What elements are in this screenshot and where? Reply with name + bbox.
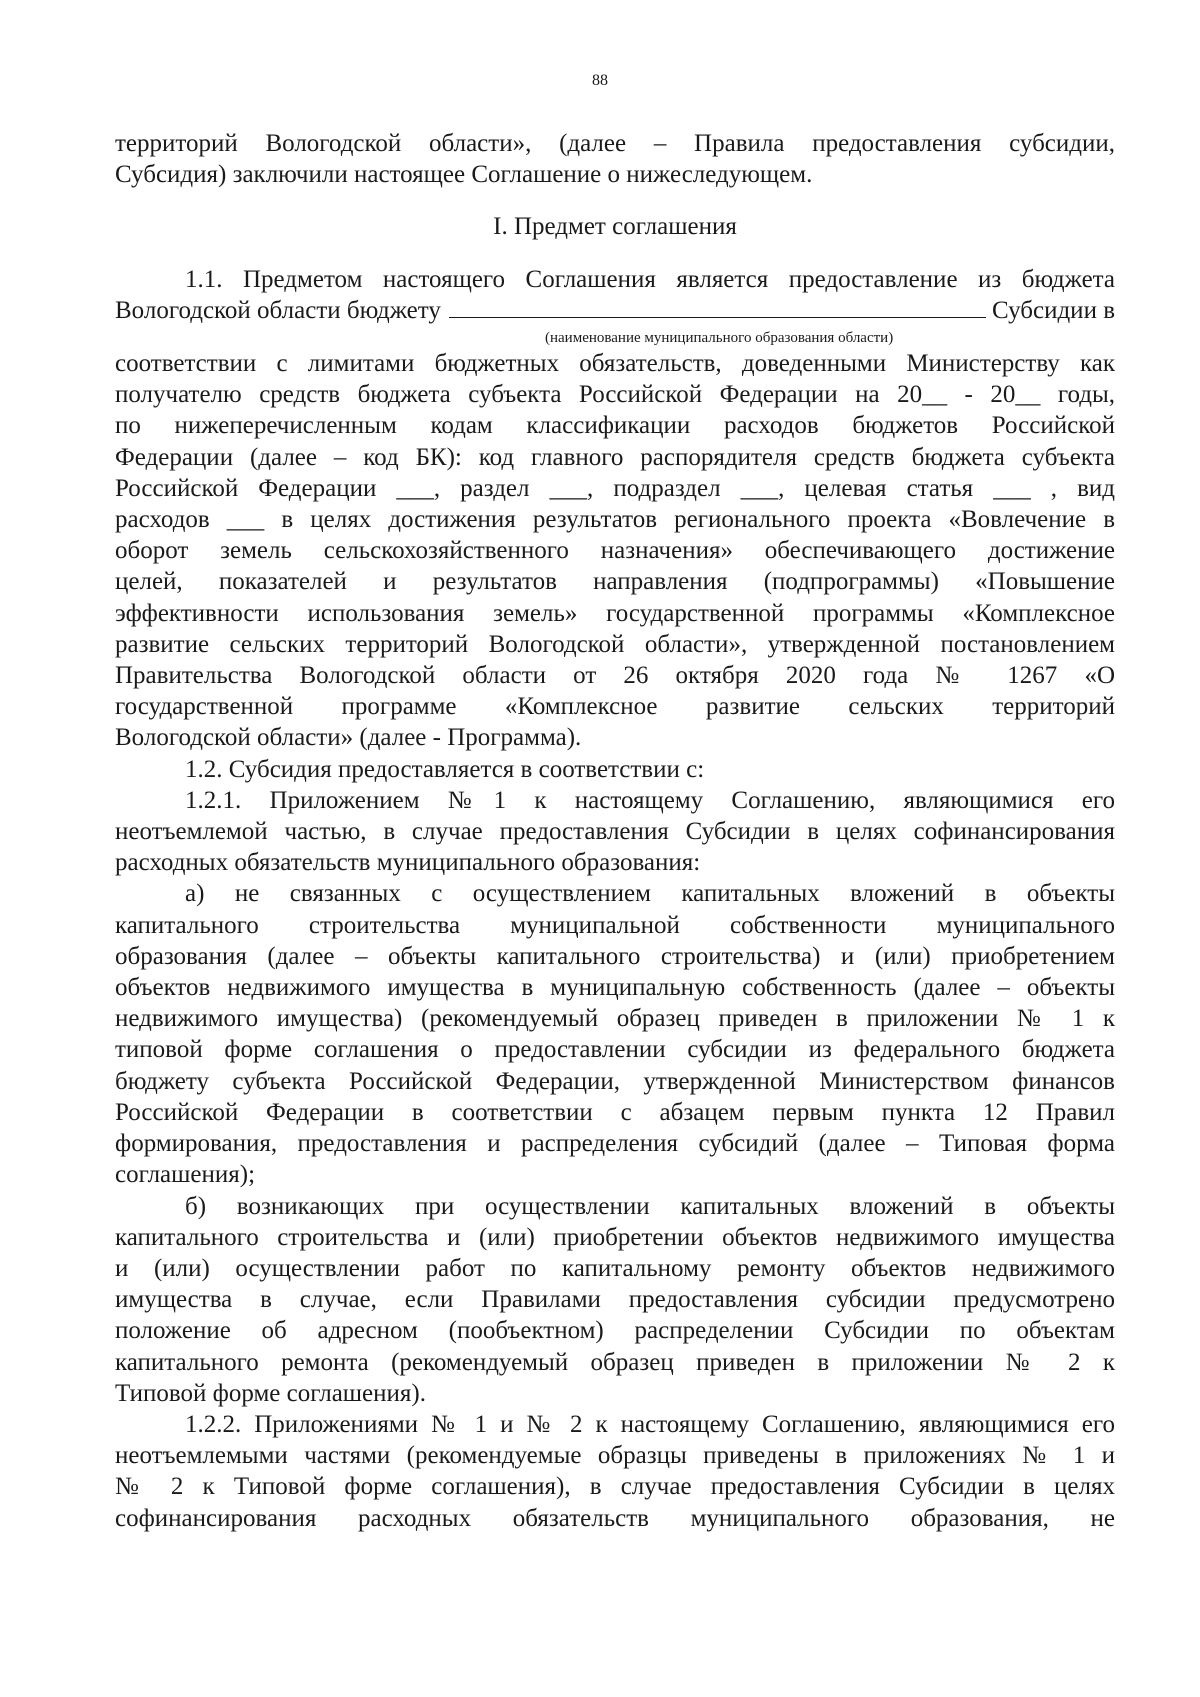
clause-1-1-line: расходов ___ в целях достижения результатов регионального проекта «Вовлечение в [115, 506, 1115, 534]
item-a-line: Российской Федерации в соответствии с абзацем первым пункта 12 Правил [115, 1098, 1115, 1126]
item-b-line: положение об адресном (пообъектном) распределении Субсидии по объектам [115, 1317, 1115, 1345]
page-number: 88 [592, 72, 608, 89]
intro-line: Субсидия) заключили настоящее Соглашение о нижеследующем. [115, 161, 813, 189]
blank-caption: (наименование муниципального образования области) [545, 330, 894, 347]
municipality-blank-row [115, 295, 1115, 326]
intro-line: территорий Вологодской области», (далее – Правила предоставления субсидии, [115, 130, 1115, 157]
clause-1-1-line: оборот земель сельскохозяйственного назначения» обеспечивающего достижение [115, 537, 1115, 565]
section-title: I. Предмет соглашения [493, 213, 737, 241]
item-a-line: недвижимого имущества) (рекомендуемый образец приведен в приложении № 1 к [115, 1005, 1115, 1033]
clause-1-1-line: получателю средств бюджета субъекта Российской Федерации на 20__ - 20__ годы, [115, 381, 1115, 409]
clause-1-2-2-line: неотъемлемыми частями (рекомендуемые образцы приведены в приложениях № 1 и [115, 1442, 1115, 1470]
clause-1-1-line: Российской Федерации ___, раздел ___, подраздел ___, целевая статья ___ , вид [115, 474, 1115, 502]
clause-1-2-1-line: расходных обязательств муниципального образования: [115, 849, 701, 877]
clause-1-2-2-line: 1.2.2. Приложениями № 1 и № 2 к настоящему Соглашению, являющимися его [185, 1410, 1115, 1438]
item-a-line: бюджету субъекта Российской Федерации, утвержденной Министерством финансов [115, 1067, 1115, 1095]
municipality-name-blank[interactable] [449, 295, 986, 318]
clause-1-1-line: государственной программе «Комплексное развитие сельских территорий [115, 693, 1115, 721]
item-a-line: типовой форме соглашения о предоставлении субсидии из федерального бюджета [115, 1036, 1115, 1064]
item-a-line: а) не связанных с осуществлением капитальных вложений в объекты [185, 880, 1115, 908]
clause-1-1-line: Федерации (далее – код БК): код главного распорядителя средств бюджета субъекта [115, 443, 1115, 471]
clause-1-1-line: эффективности использования земель» государственной программы «Комплексное [115, 599, 1115, 627]
clause-1-2-1-line: неотъемлемой частью, в случае предоставления Субсидии в целях софинансирования [115, 818, 1115, 846]
document-body [115, 128, 1115, 1534]
clause-1-2-1-line: 1.2.1. Приложением №1 к настоящему Соглашению, являющимися его [185, 786, 1115, 814]
clause-1-1-line: соответствии с лимитами бюджетных обязательств, доведенными Министерству как [115, 350, 1115, 378]
item-b-line: капитального строительства и (или) приобретении объектов недвижимого имущества [115, 1223, 1115, 1251]
item-b-line: б) возникающих при осуществлении капитальных вложений в объекты [185, 1192, 1115, 1220]
clause-1-1-line: Правительства Вологодской области от 26 октября 2020 года № 1267 «О [115, 662, 1115, 690]
clause-1-1-line: Вологодской области» (далее - Программа). [115, 724, 582, 752]
item-a-line: формирования, предоставления и распределения субсидий (далее – Типовая форма [115, 1130, 1115, 1158]
clause-1-1-line: Вологодской области бюджету [115, 296, 441, 324]
clause-1-2: 1.2. Субсидия предоставляется в соответствии с: [185, 755, 705, 783]
item-b-line: Типовой форме соглашения). [115, 1379, 426, 1407]
item-a-line: объектов недвижимого имущества в муниципальную собственность (далее – объекты [115, 974, 1115, 1002]
item-b-line: капитального ремонта (рекомендуемый образец приведен в приложении № 2 к [115, 1348, 1115, 1376]
clause-1-1-line: по нижеперечисленным кодам классификации расходов бюджетов Российской [115, 412, 1115, 440]
clause-1-1-line: Субсидии в [992, 296, 1115, 324]
clause-1-2-2-line: № 2 к Типовой форме соглашения), в случае предоставления Субсидии в целях [115, 1473, 1115, 1501]
clause-1-1-line: развитие сельских территорий Вологодской области», утвержденной постановлением [115, 630, 1115, 658]
clause-1-2-2-line: софинансирования расходных обязательств муниципального образования, не [115, 1504, 1115, 1532]
item-a-line: соглашения); [115, 1161, 256, 1189]
item-b-line: имущества в случае, если Правилами предоставления субсидии предусмотрено [115, 1286, 1115, 1314]
item-b-line: и (или) осуществлении работ по капитальному ремонту объектов недвижимого [115, 1254, 1115, 1282]
item-a-line: капитального строительства муниципальной собственности муниципального [115, 911, 1115, 939]
item-a-line: образования (далее – объекты капитального строительства) и (или) приобретением [115, 942, 1115, 970]
clause-1-1-line: целей, показателей и результатов направления (подпрограммы) «Повышение [115, 568, 1115, 596]
clause-1-1-line: 1.1. Предметом настоящего Соглашения является предоставление из бюджета [185, 265, 1115, 293]
